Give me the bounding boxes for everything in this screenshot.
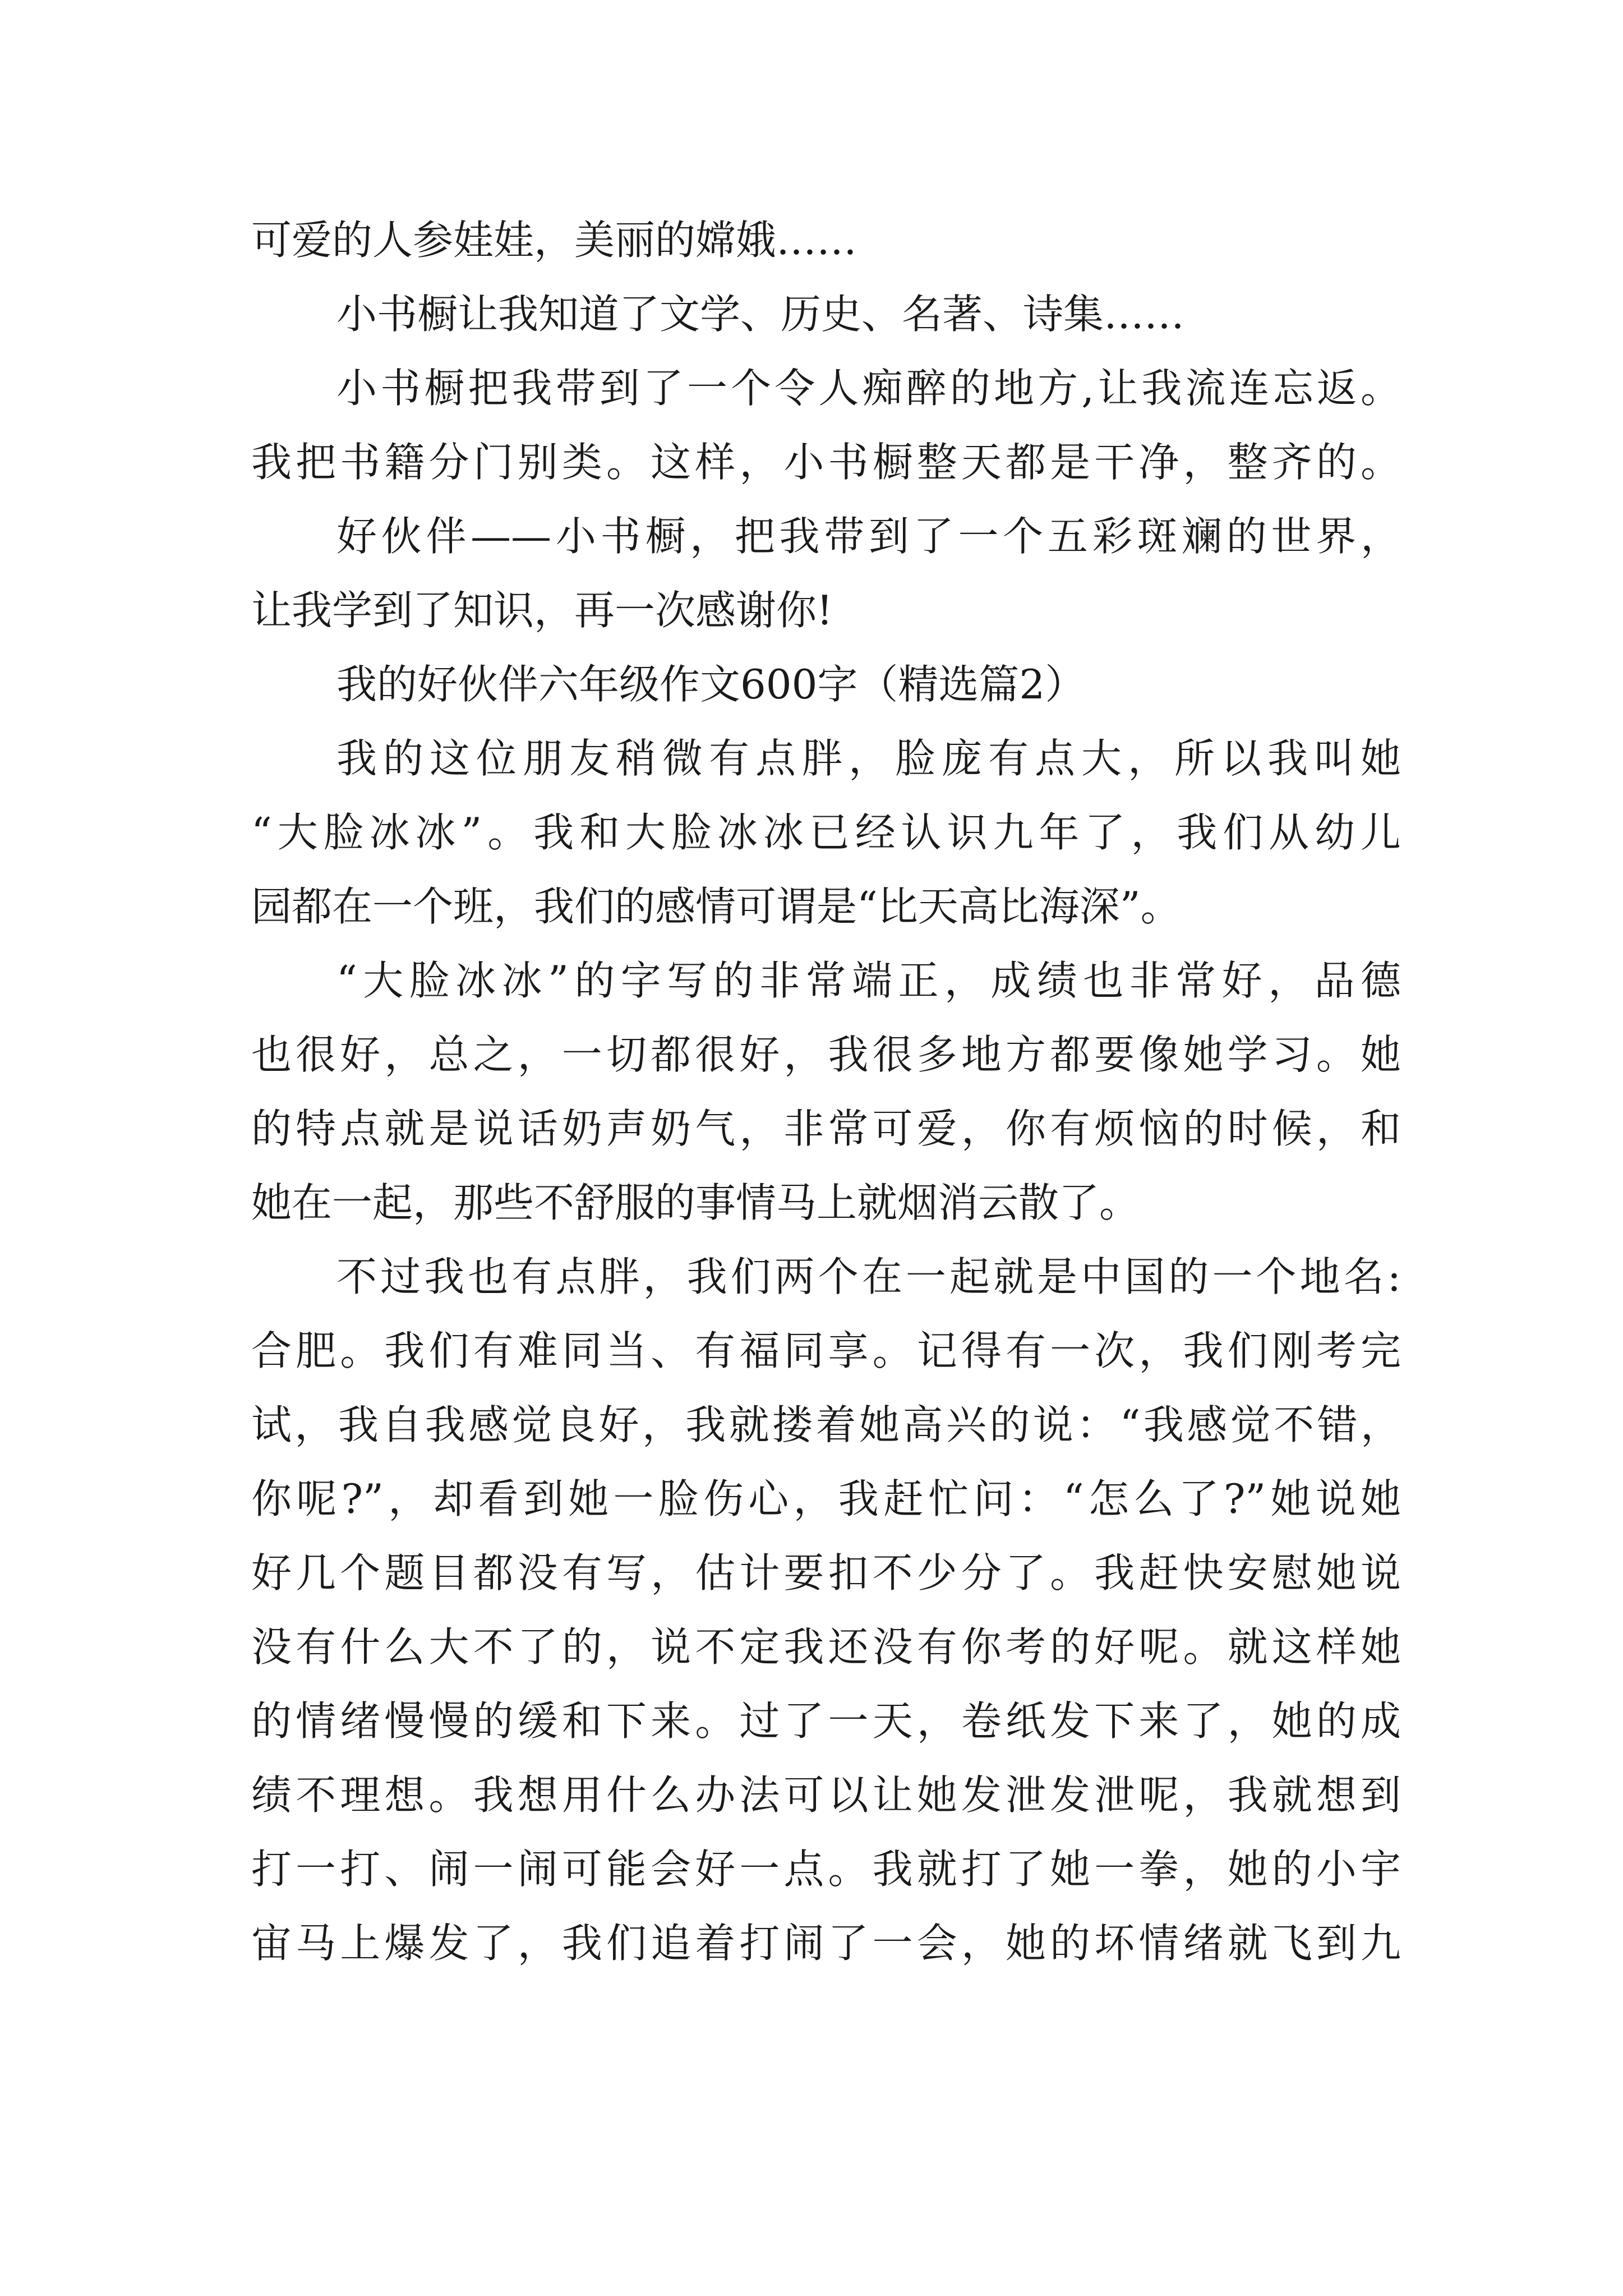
text-line: 她在一起，那些不舒服的事情马上就烟消云散了。 [251,1179,1140,1226]
text-line: 绩不理想。我想用什么办法可以让她发泄发泄呢，我就想到 [251,1772,1401,1819]
text-line: 好几个题目都没有写，估计要扣不少分了。我赶快安慰她说 [251,1549,1401,1596]
text-line: 试，我自我感觉良好，我就搂着她高兴的说：“我感觉不错， [251,1401,1401,1448]
text-line: 不过我也有点胖，我们两个在一起就是中国的一个地名: [336,1253,1401,1300]
text-line: 我把书籍分门别类。这样，小书橱整天都是干净，整齐的。 [251,439,1401,486]
text-line: “大脸冰冰”。我和大脸冰冰已经认识九年了，我们从幼儿 [251,809,1401,856]
text-line: 让我学到了知识，再一次感谢你! [251,587,833,634]
text-line: 宙马上爆发了，我们追着打闹了一会，她的坏情绪就飞到九 [251,1920,1401,1967]
text-line: 小书橱让我知道了文学、历史、名著、诗集…… [336,291,1185,338]
text-line: 没有什么大不了的，说不定我还没有你考的好呢。就这样她 [251,1623,1401,1671]
text-line: 的特点就是说话奶声奶气，非常可爱，你有烦恼的时候，和 [251,1105,1401,1152]
text-line: 小书橱把我带到了一个令人痴醉的地方,让我流连忘返。 [336,365,1401,412]
text-line: 的情绪慢慢的缓和下来。过了一天，卷纸发下来了，她的成 [251,1697,1401,1745]
text-line: 我的这位朋友稍微有点胖，脸庞有点大，所以我叫她 [336,735,1401,782]
section-heading: 我的好伙伴六年级作文600字（精选篇2） [336,661,1086,708]
text-line: 也很好，总之，一切都很好，我很多地方都要像她学习。她 [251,1031,1401,1078]
text-line: 可爱的人参娃娃，美丽的嫦娥…… [251,217,857,264]
text-line: 打一打、闹一闹可能会好一点。我就打了她一拳，她的小宇 [251,1846,1401,1893]
text-line: 你呢?”，却看到她一脸伤心，我赶忙问：“怎么了?”她说她 [251,1475,1401,1522]
text-line: 好伙伴——小书橱，把我带到了一个五彩斑斓的世界， [336,513,1401,560]
text-line: 园都在一个班，我们的感情可谓是“比天高比海深”。 [251,883,1181,930]
text-line: 合肥。我们有难同当、有福同享。记得有一次，我们刚考完 [251,1327,1401,1374]
text-line: “大脸冰冰”的字写的非常端正，成绩也非常好，品德 [336,957,1401,1004]
